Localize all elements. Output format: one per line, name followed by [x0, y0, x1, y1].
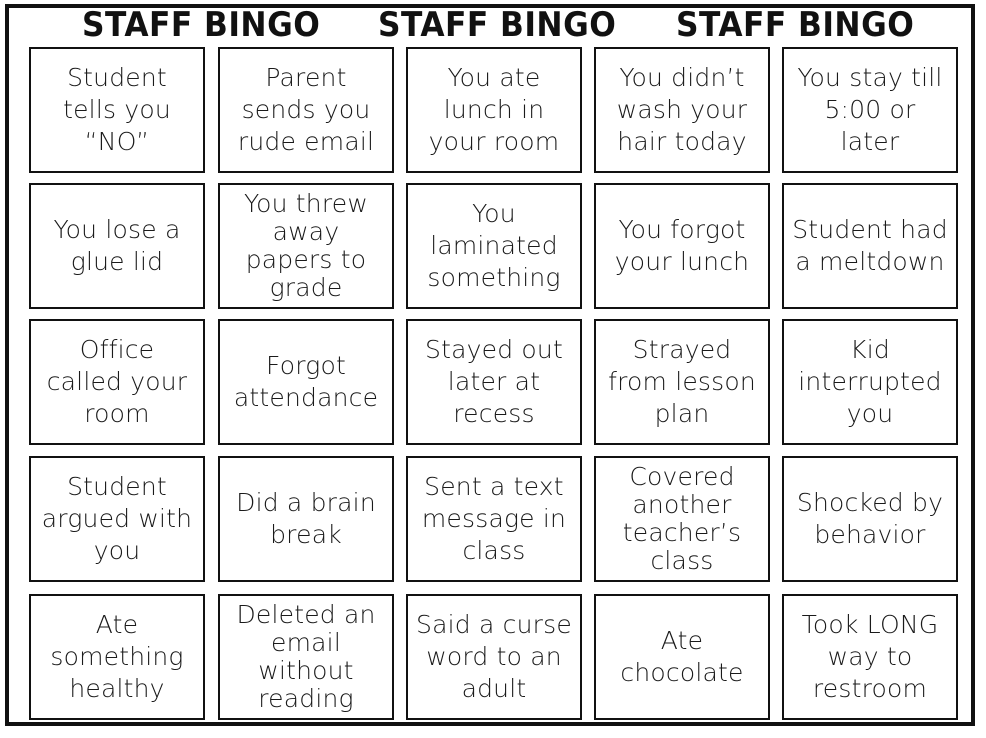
title-row [0, 4, 986, 46]
bingo-square[interactable] [406, 456, 582, 582]
bingo-square-text: You threw away papers to grade [243, 189, 369, 302]
bingo-square-text: Office called your room [46, 335, 188, 428]
bingo-square[interactable] [29, 183, 205, 309]
bingo-square-text: Ate chocolate [620, 626, 744, 687]
page-title: STAFF BINGO [82, 5, 321, 45]
bingo-square-text: Covered another teacher’s class [622, 462, 742, 575]
page-title: STAFF BINGO [676, 5, 915, 45]
bingo-square-text: You laminated something [427, 199, 561, 292]
bingo-square-text: Deleted an email without reading [236, 600, 376, 713]
bingo-square-text: Stayed out later at recess [425, 335, 563, 428]
bingo-square-text: You stay till 5:00 or later [797, 63, 943, 156]
bingo-square[interactable] [594, 183, 770, 309]
bingo-square-text: Strayed from lesson plan [608, 335, 756, 428]
bingo-square-text: Said a curse word to an adult [416, 610, 572, 703]
bingo-square[interactable] [406, 183, 582, 309]
page-title: STAFF BINGO [378, 5, 617, 45]
bingo-square-text: Ate something healthy [50, 610, 184, 703]
bingo-square-text: Student argued with you [41, 472, 193, 565]
bingo-square-text: Parent sends you rude email [237, 63, 375, 156]
bingo-square-text: Forgot attendance [233, 351, 379, 412]
bingo-square[interactable] [782, 319, 958, 445]
bingo-square[interactable] [218, 319, 394, 445]
bingo-square[interactable] [406, 47, 582, 173]
bingo-square[interactable] [29, 594, 205, 720]
bingo-square[interactable] [594, 456, 770, 582]
bingo-square[interactable] [29, 47, 205, 173]
bingo-square[interactable] [782, 183, 958, 309]
bingo-square[interactable] [594, 47, 770, 173]
bingo-square-text: Kid interrupted you [798, 335, 942, 428]
bingo-square[interactable] [782, 456, 958, 582]
bingo-square-text: You didn’t wash your hair today [616, 63, 748, 156]
bingo-square[interactable] [782, 594, 958, 720]
bingo-square[interactable] [218, 183, 394, 309]
bingo-square[interactable] [406, 594, 582, 720]
bingo-square[interactable] [406, 319, 582, 445]
bingo-square[interactable] [218, 47, 394, 173]
bingo-square[interactable] [594, 594, 770, 720]
bingo-square[interactable] [218, 456, 394, 582]
bingo-square[interactable] [29, 319, 205, 445]
bingo-grid [29, 47, 960, 722]
bingo-square[interactable] [29, 456, 205, 582]
bingo-square-text: Shocked by behavior [796, 488, 944, 549]
bingo-square[interactable] [218, 594, 394, 720]
bingo-square-text: Took LONG way to restroom [801, 610, 939, 703]
bingo-square-text: You lose a glue lid [53, 215, 181, 276]
bingo-square-text: Did a brain break [236, 488, 376, 549]
bingo-square[interactable] [782, 47, 958, 173]
bingo-square-text: You forgot your lunch [614, 215, 750, 276]
bingo-square[interactable] [594, 319, 770, 445]
bingo-square-text: Student had a meltdown [792, 215, 948, 276]
bingo-square-text: You ate lunch in your room [428, 63, 560, 156]
bingo-square-text: Student tells you “NO” [63, 63, 171, 156]
bingo-square-text: Sent a text message in class [421, 472, 567, 565]
